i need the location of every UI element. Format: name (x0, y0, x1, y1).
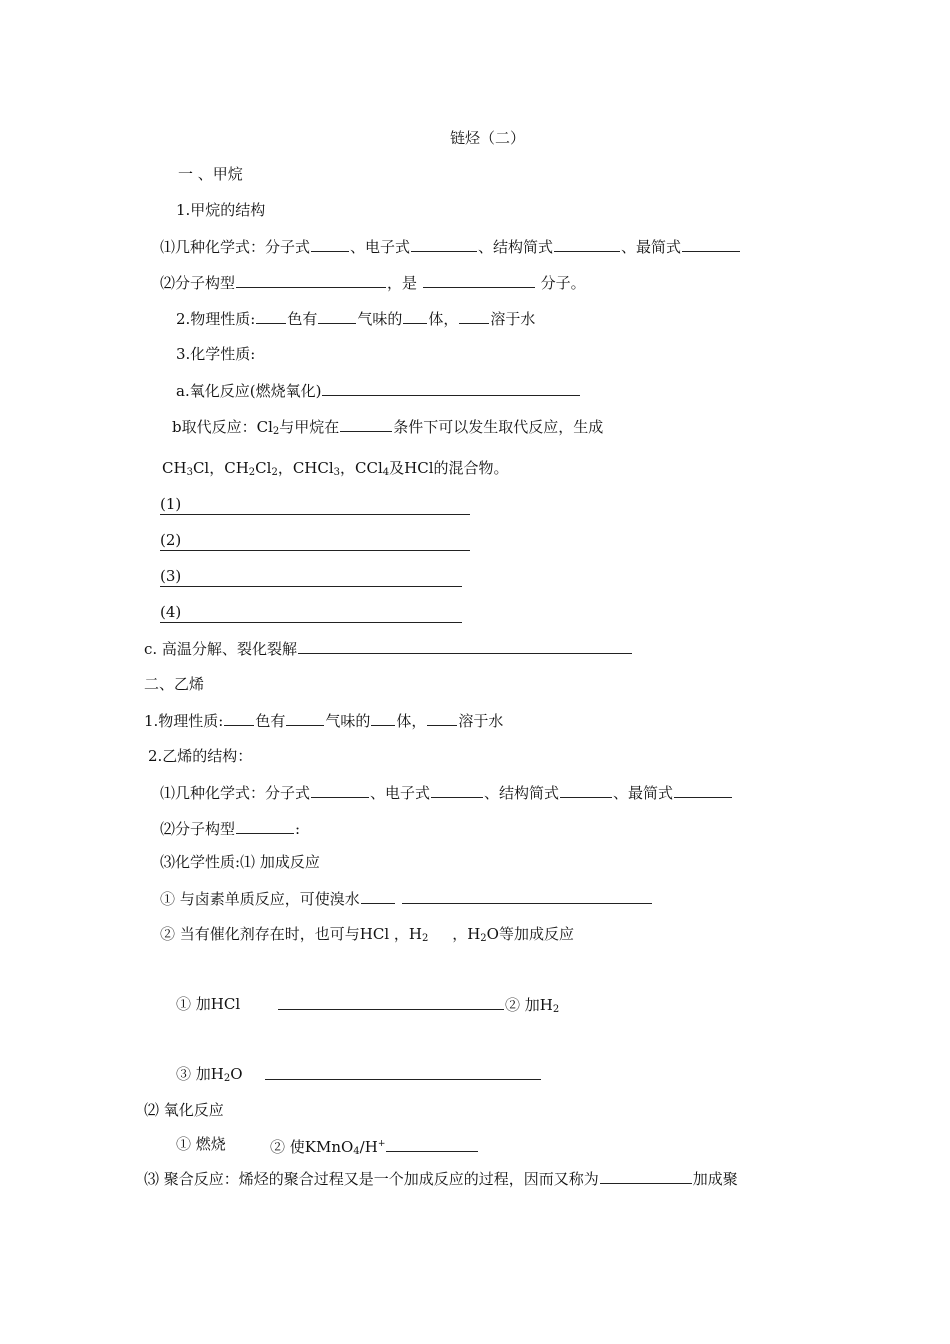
label: 色有 (287, 310, 318, 328)
label: 2.物理性质: (176, 310, 256, 328)
s2-add-hcl-blank-group (277, 994, 559, 1020)
subscript: 2 (271, 467, 278, 478)
label: 分子。 (540, 274, 586, 292)
label: c. 高温分解、裂化裂解 (144, 640, 297, 658)
s2-polymer-line (144, 1168, 738, 1189)
blank-field[interactable] (256, 308, 286, 324)
item-number: (2) (160, 531, 182, 549)
item-number: (4) (160, 603, 182, 621)
s1-chem-title: 3.化学性质: (176, 345, 256, 363)
blank-field[interactable] (403, 308, 427, 324)
label: ，是 (387, 274, 418, 292)
blank-field[interactable] (265, 1064, 541, 1080)
label: 体， (396, 712, 427, 730)
blank-field[interactable] (340, 416, 392, 432)
blank-field[interactable] (311, 236, 349, 252)
s1-item-4 (160, 602, 462, 623)
label: 条件下可以发生取代反应，生成 (393, 418, 604, 436)
blank-field[interactable] (311, 782, 369, 798)
blank-field[interactable] (371, 710, 395, 726)
label: 体， (428, 310, 459, 328)
subscript: 2 (480, 933, 487, 944)
blank-field[interactable] (682, 236, 740, 252)
label: ⑵分子构型 (160, 274, 236, 292)
s2-oxidation-title: ⑵ 氧化反应 (144, 1101, 224, 1119)
label: ② 加H (505, 996, 553, 1014)
answer-line[interactable] (160, 494, 470, 515)
section-1-heading: 一 、甲烷 (178, 165, 243, 183)
item-number: (1) (160, 495, 182, 513)
text: CH (162, 459, 187, 477)
s2-shape-line (160, 818, 300, 839)
blank-field[interactable] (361, 888, 395, 904)
blank-field[interactable] (600, 1168, 692, 1184)
blank-field[interactable] (318, 308, 356, 324)
label: ② 使KMnO (270, 1138, 354, 1156)
s1-item-3 (160, 566, 462, 587)
s1-structure-title: 1.甲烷的结构 (176, 201, 266, 219)
blank-field[interactable] (423, 272, 535, 288)
subscript: 2 (552, 1004, 560, 1015)
subscript: 2 (248, 467, 256, 478)
s1-formula-line (160, 236, 741, 257)
subscript: 3 (186, 467, 193, 478)
s2-chem-line: ⑶化学性质:⑴ 加成反应 (160, 853, 320, 871)
label: 、结构简式 (478, 238, 554, 256)
label: 溶于水 (490, 310, 536, 328)
s2-halogen-line (160, 888, 653, 909)
subscript: 4 (382, 467, 390, 478)
label: ① 加HCl (176, 995, 241, 1013)
label: ⑴几种化学式：分子式 (160, 784, 311, 802)
s1-products-line (162, 458, 509, 483)
label: ② 当有催化剂存在时，也可与HCl ，H (160, 925, 422, 943)
superscript: + (377, 1139, 386, 1149)
label: 1.物理性质: (144, 712, 224, 730)
blank-field[interactable] (560, 782, 612, 798)
blank-field[interactable] (386, 1136, 478, 1152)
label: 溶于水 (458, 712, 504, 730)
blank-field[interactable] (322, 380, 580, 396)
subscript: 3 (333, 467, 341, 478)
label: ① 与卤素单质反应，可使溴水 (160, 890, 360, 908)
subscript: 2 (421, 933, 429, 944)
label: 、电子式 (370, 784, 431, 802)
blank-field[interactable] (298, 638, 632, 654)
subscript: 2 (272, 426, 280, 437)
blank-field[interactable] (402, 888, 652, 904)
text: ，CCl (340, 459, 383, 477)
label: ⑴几种化学式：分子式 (160, 238, 311, 256)
s2-burn-line (176, 1134, 226, 1154)
label: ③ 加H (176, 1065, 224, 1083)
label: b取代反应：Cl (172, 418, 273, 436)
blank-field[interactable] (278, 994, 504, 1010)
label: 气味的 (357, 310, 403, 328)
blank-field[interactable] (236, 272, 386, 288)
label: 与甲烷在 (279, 418, 340, 436)
section-2-heading: 二、乙烯 (144, 675, 205, 693)
blank-field[interactable] (674, 782, 732, 798)
label: ⑵分子构型 (160, 820, 236, 838)
label: a.氧化反应(燃烧氧化) (176, 382, 322, 400)
label: ，H (452, 925, 481, 943)
s1-shape-line (160, 272, 586, 293)
s2-add-h2o-blank-group (264, 1064, 542, 1085)
blank-field[interactable] (236, 818, 294, 834)
s2-kmno4-line (270, 1134, 479, 1162)
label: 、结构简式 (484, 784, 560, 802)
label: 气味的 (325, 712, 371, 730)
blank-field[interactable] (224, 710, 254, 726)
label: O (230, 1065, 243, 1083)
s1-item-1 (160, 494, 470, 515)
s1-physical-line (176, 308, 535, 329)
s2-catalyst-line (160, 924, 574, 949)
s2-add-hcl-line (176, 994, 240, 1014)
subscript: 2 (223, 1073, 231, 1084)
blank-field[interactable] (431, 782, 483, 798)
s2-add-h2o-line (176, 1064, 243, 1089)
answer-line[interactable] (160, 602, 462, 623)
s2-formula-line (160, 782, 733, 803)
label: 加成聚 (692, 1170, 738, 1188)
text: Cl，CH (192, 459, 249, 477)
blank-field[interactable] (459, 308, 489, 324)
s1-substitution-line (172, 416, 603, 442)
text: Cl (255, 459, 272, 477)
answer-line[interactable] (160, 530, 470, 551)
blank-field[interactable] (286, 710, 324, 726)
s1-item-2 (160, 530, 470, 551)
text: 及HCl的混合物。 (389, 459, 509, 477)
label: ① 燃烧 (176, 1135, 226, 1153)
s2-structure-title: 2.乙烯的结构： (148, 747, 253, 765)
text: ，CHCl (277, 459, 334, 477)
label: 、最简式 (613, 784, 674, 802)
page-title: 链烃（二） (450, 129, 526, 147)
blank-field[interactable] (411, 236, 477, 252)
blank-field[interactable] (427, 710, 457, 726)
s2-physical-line (144, 710, 503, 731)
s1-oxidation-line (176, 380, 581, 401)
blank-field[interactable] (554, 236, 620, 252)
item-number: (3) (160, 567, 182, 585)
label: ⑶ 聚合反应：烯烃的聚合过程又是一个加成反应的过程，因而又称为 (144, 1170, 599, 1188)
label: 、电子式 (350, 238, 411, 256)
s1-cracking-line (144, 638, 633, 659)
label: /H (359, 1138, 378, 1156)
answer-line[interactable] (160, 566, 462, 587)
label: O等加成反应 (486, 925, 574, 943)
label: 、最简式 (621, 238, 682, 256)
subscript: 4 (353, 1146, 360, 1157)
label: 色有 (255, 712, 286, 730)
label: : (295, 820, 301, 838)
